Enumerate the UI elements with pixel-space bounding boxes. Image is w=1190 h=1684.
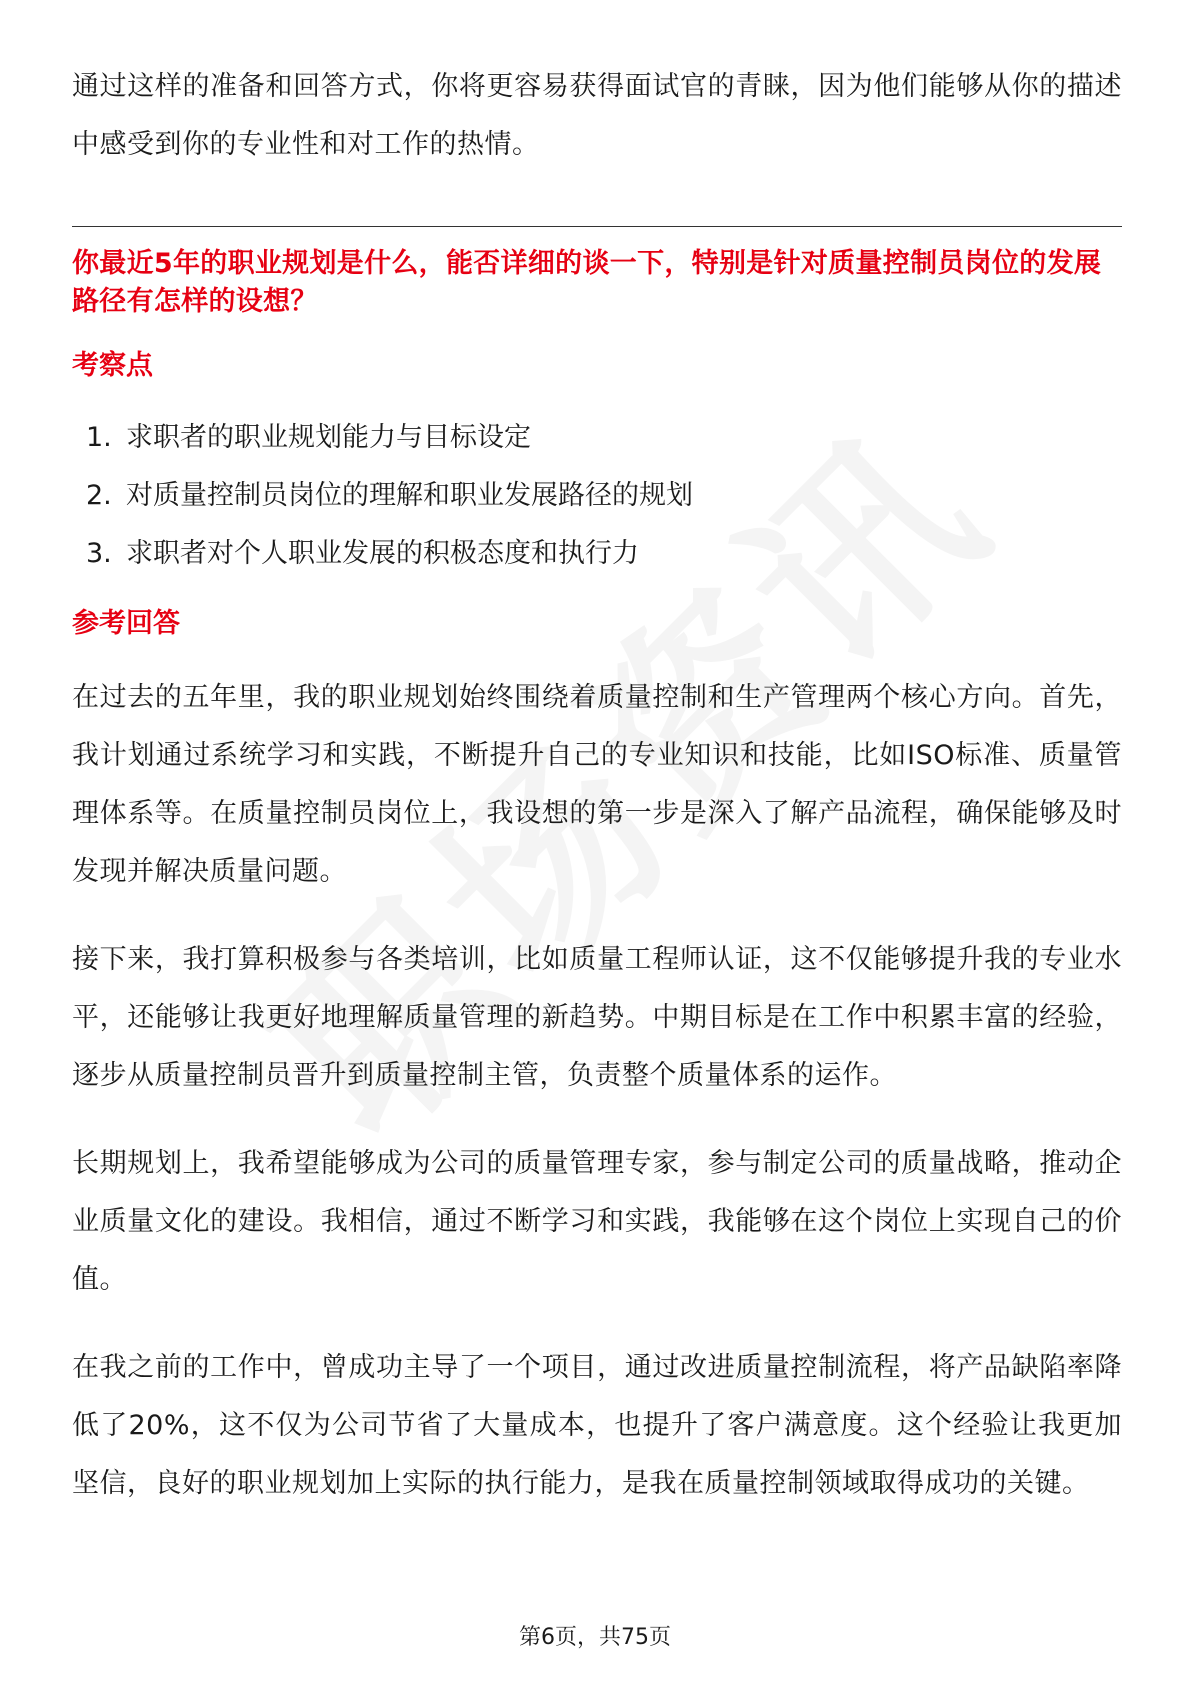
interview-question: 你最近5年的职业规划是什么，能否详细的谈一下，特别是针对质量控制员岗位的发展路径有怎样的设想？ bbox=[72, 248, 1102, 317]
answer-paragraph: 接下来，我打算积极参与各类培训，比如质量工程师认证，这不仅能够提升我的专业水平，还能够让我更好地理解质量管理的新趋势。中期目标是在工作中积累丰富的经验，逐步从质量控制员晋升到质量控制主管，负责整个质量体系的运作。 bbox=[72, 944, 1122, 1091]
list-item-text: 求职者对个人职业发展的积极态度和执行力 bbox=[126, 538, 639, 569]
assessment-heading: 考察点 bbox=[72, 350, 153, 381]
answer-paragraph: 长期规划上，我希望能够成为公司的质量管理专家，参与制定公司的质量战略，推动企业质量文化的建设。我相信，通过不断学习和实践，我能够在这个岗位上实现自己的价值。 bbox=[72, 1148, 1122, 1295]
assessment-points-list bbox=[72, 409, 1122, 583]
list-item-number: 1. bbox=[86, 422, 112, 453]
list-item-number: 3. bbox=[86, 538, 112, 569]
list-item-text: 对质量控制员岗位的理解和职业发展路径的规划 bbox=[126, 480, 693, 511]
list-item bbox=[72, 409, 1122, 467]
list-item bbox=[72, 525, 1122, 583]
list-item-text: 求职者的职业规划能力与目标设定 bbox=[126, 422, 531, 453]
section-divider bbox=[72, 226, 1122, 227]
intro-paragraph: 通过这样的准备和回答方式，你将更容易获得面试官的青睐，因为他们能够从你的描述中感受到你的专业性和对工作的热情。 bbox=[72, 71, 1122, 160]
answer-paragraph: 在过去的五年里，我的职业规划始终围绕着质量控制和生产管理两个核心方向。首先，我计划通过系统学习和实践，不断提升自己的专业知识和技能，比如ISO标准、质量管理体系等。在质量控制员岗位上，我设想的第一步是深入了解产品流程，确保能够及时发现并解决质量问题。 bbox=[72, 682, 1122, 887]
answer-paragraph: 在我之前的工作中，曾成功主导了一个项目，通过改进质量控制流程，将产品缺陷率降低了20%，这不仅为公司节省了大量成本，也提升了客户满意度。这个经验让我更加坚信，良好的职业规划加上实际的执行能力，是我在质量控制领域取得成功的关键。 bbox=[72, 1352, 1122, 1499]
page-number-footer: 第6页，共75页 bbox=[519, 1625, 671, 1650]
list-item-number: 2. bbox=[86, 480, 112, 511]
answer-heading: 参考回答 bbox=[72, 608, 180, 639]
list-item bbox=[72, 467, 1122, 525]
page-content bbox=[72, 58, 1122, 1513]
